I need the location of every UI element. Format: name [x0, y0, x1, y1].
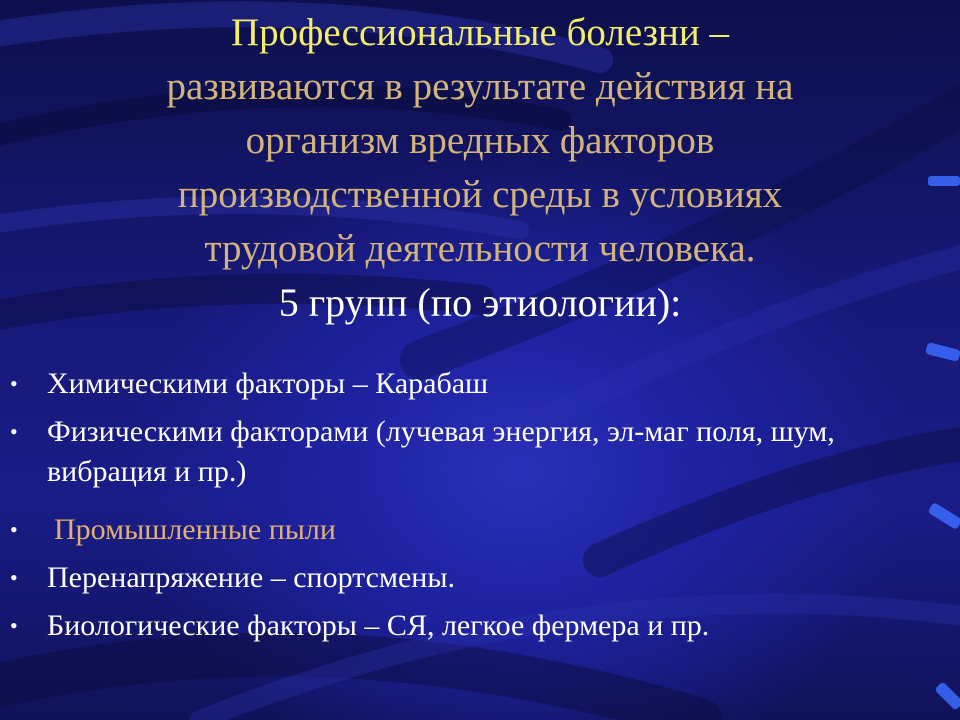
title-line: развиваются в результате действия на [166, 65, 794, 108]
list-item [0, 558, 960, 606]
bullet-icon: • [10, 419, 18, 444]
bullet-icon: • [10, 613, 18, 638]
list-item-text: Химическими факторы – Карабаш [47, 367, 489, 400]
accent-mark [925, 342, 960, 362]
list-item-text: Биологические факторы – СЯ, легкое фермера и пр. [47, 609, 710, 642]
list-item [0, 364, 960, 412]
accent-mark [934, 681, 960, 711]
list-item [0, 606, 960, 654]
list-item-text: Перенапряжение – спортсмены. [47, 561, 455, 594]
bullet-icon: • [10, 371, 18, 396]
title-line: организм вредных факторов [245, 119, 715, 162]
groups-heading: 5 групп (по этиологии): [278, 280, 682, 325]
accent-mark [928, 176, 960, 186]
title-line: производственной среды в условиях [177, 173, 783, 216]
title-line: трудовой деятельности человека. [204, 227, 756, 270]
bullet-icon: • [10, 517, 18, 542]
list-item [0, 510, 960, 558]
title-line: Профессиональные болезни – [230, 11, 730, 54]
bullet-list [0, 364, 960, 654]
list-item [0, 412, 960, 510]
list-item-text: Промышленные пыли [54, 513, 336, 546]
bullet-icon: • [10, 565, 18, 590]
slide-title [60, 6, 900, 330]
list-item-text: Физическими факторами (лучевая энергия, эл-маг поля, шум, вибрация и пр.) [47, 415, 835, 488]
